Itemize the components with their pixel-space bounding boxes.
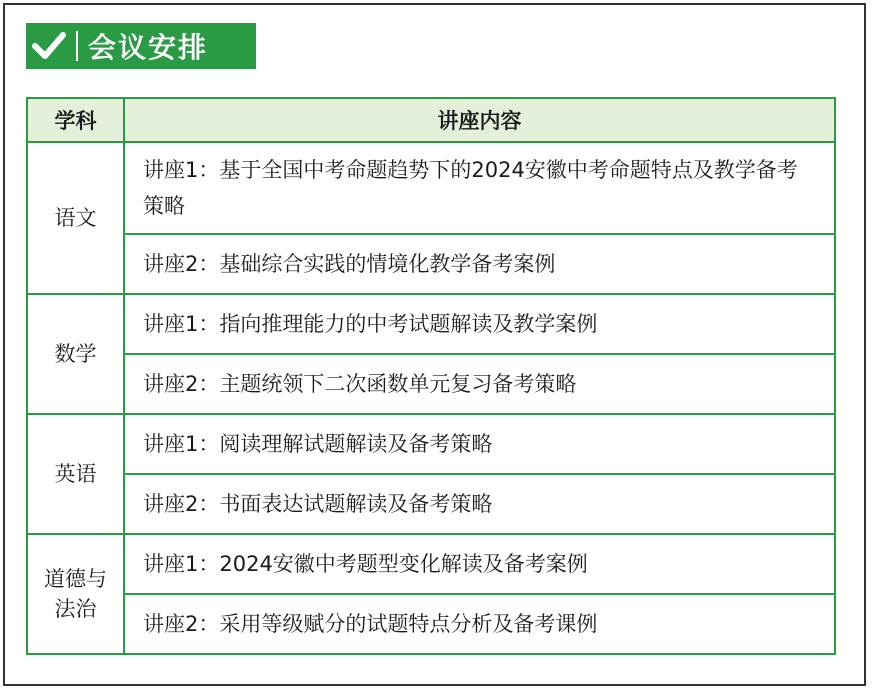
- table-header-row: [27, 98, 835, 142]
- section-header: [26, 23, 256, 69]
- table-row: [27, 534, 835, 594]
- subject-cell: 数学: [27, 294, 124, 414]
- table-row: [27, 354, 835, 414]
- checkmark-icon: [26, 23, 72, 69]
- lecture-cell: 讲座1：2024安徽中考题型变化解读及备考案例: [124, 534, 835, 594]
- lecture-cell: 讲座2：采用等级赋分的试题特点分析及备考课例: [124, 594, 835, 654]
- header-subject: 学科: [27, 98, 124, 142]
- table-row: [27, 234, 835, 294]
- lecture-cell: 讲座2：书面表达试题解读及备考策略: [124, 474, 835, 534]
- lecture-cell: 讲座1：指向推理能力的中考试题解读及教学案例: [124, 294, 835, 354]
- schedule-table: [26, 97, 836, 655]
- lecture-cell: 讲座2：基础综合实践的情境化教学备考案例: [124, 234, 835, 294]
- lecture-cell: 讲座1：阅读理解试题解读及备考策略: [124, 414, 835, 474]
- subject-cell: 语文: [27, 142, 124, 294]
- section-title: 会议安排: [88, 31, 209, 64]
- banner-divider: [76, 31, 78, 61]
- table-row: [27, 474, 835, 534]
- table-row: [27, 294, 835, 354]
- table-row: [27, 414, 835, 474]
- lecture-cell: 讲座1：基于全国中考命题趋势下的2024安徽中考命题特点及教学备考策略: [124, 142, 835, 234]
- header-lecture-content: 讲座内容: [124, 98, 835, 142]
- subject-cell: 英语: [27, 414, 124, 534]
- lecture-cell: 讲座2：主题统领下二次函数单元复习备考策略: [124, 354, 835, 414]
- table-row: [27, 594, 835, 654]
- table-row: [27, 142, 835, 234]
- subject-cell: 道德与法治: [27, 534, 124, 654]
